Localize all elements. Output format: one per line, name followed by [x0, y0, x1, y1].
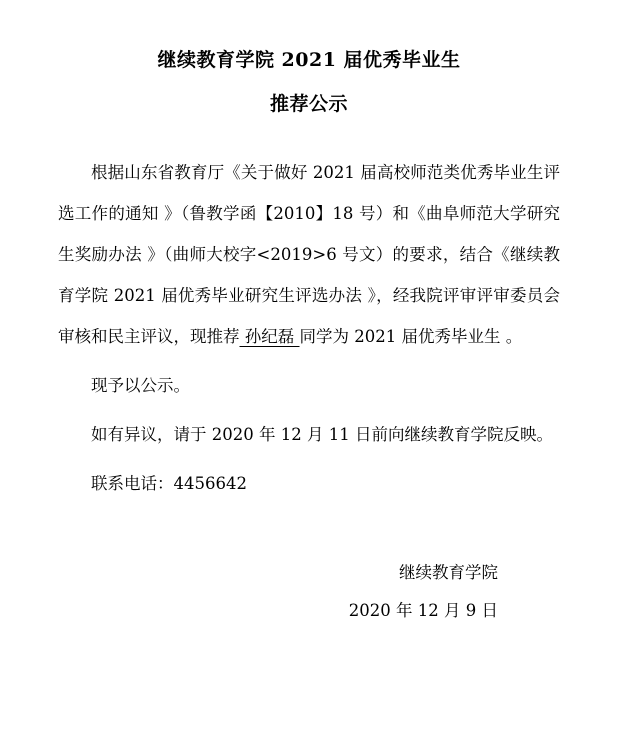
document-title-block: [58, 0, 560, 124]
paragraph-objection: 如有异议，请于 2020 年 12 月 11 日前向继续教育学院反映。: [91, 425, 553, 444]
paragraph-announcement: 现予以公示。: [91, 376, 190, 395]
document-body: [58, 152, 560, 504]
paragraph-recommendation-text-1: 根据山东省教育厅《关于做好 2021 届高校师范类优秀毕业生评选工作的通知 》（鲁教学函【2010】18 号）和《曲阜师范大学研究生奖励办法 》（曲师大校字<2019>6 号文）的要求，结合《继续教育学院 2021 届优秀毕业研究生评选办法 》，经我院评审评审委员会审核和民主评议，现推荐: [58, 163, 560, 346]
paragraph-recommendation: [58, 152, 560, 357]
signature-date: 2020 年 12 月 9 日: [348, 601, 498, 620]
paragraph-recommendation-text-2: 同学为 2021 届优秀毕业生 。: [299, 327, 523, 346]
signature-organization: 继续教育学院: [399, 563, 498, 582]
page-title-line-1: 继续教育学院 2021 届优秀毕业生: [157, 49, 461, 71]
signature-block: [58, 554, 560, 630]
recommended-student-name: 孙纪磊: [239, 327, 300, 346]
paragraph-contact-phone: 联系电话：4456642: [91, 474, 247, 493]
page-title-line-2: 推荐公示: [269, 93, 348, 115]
